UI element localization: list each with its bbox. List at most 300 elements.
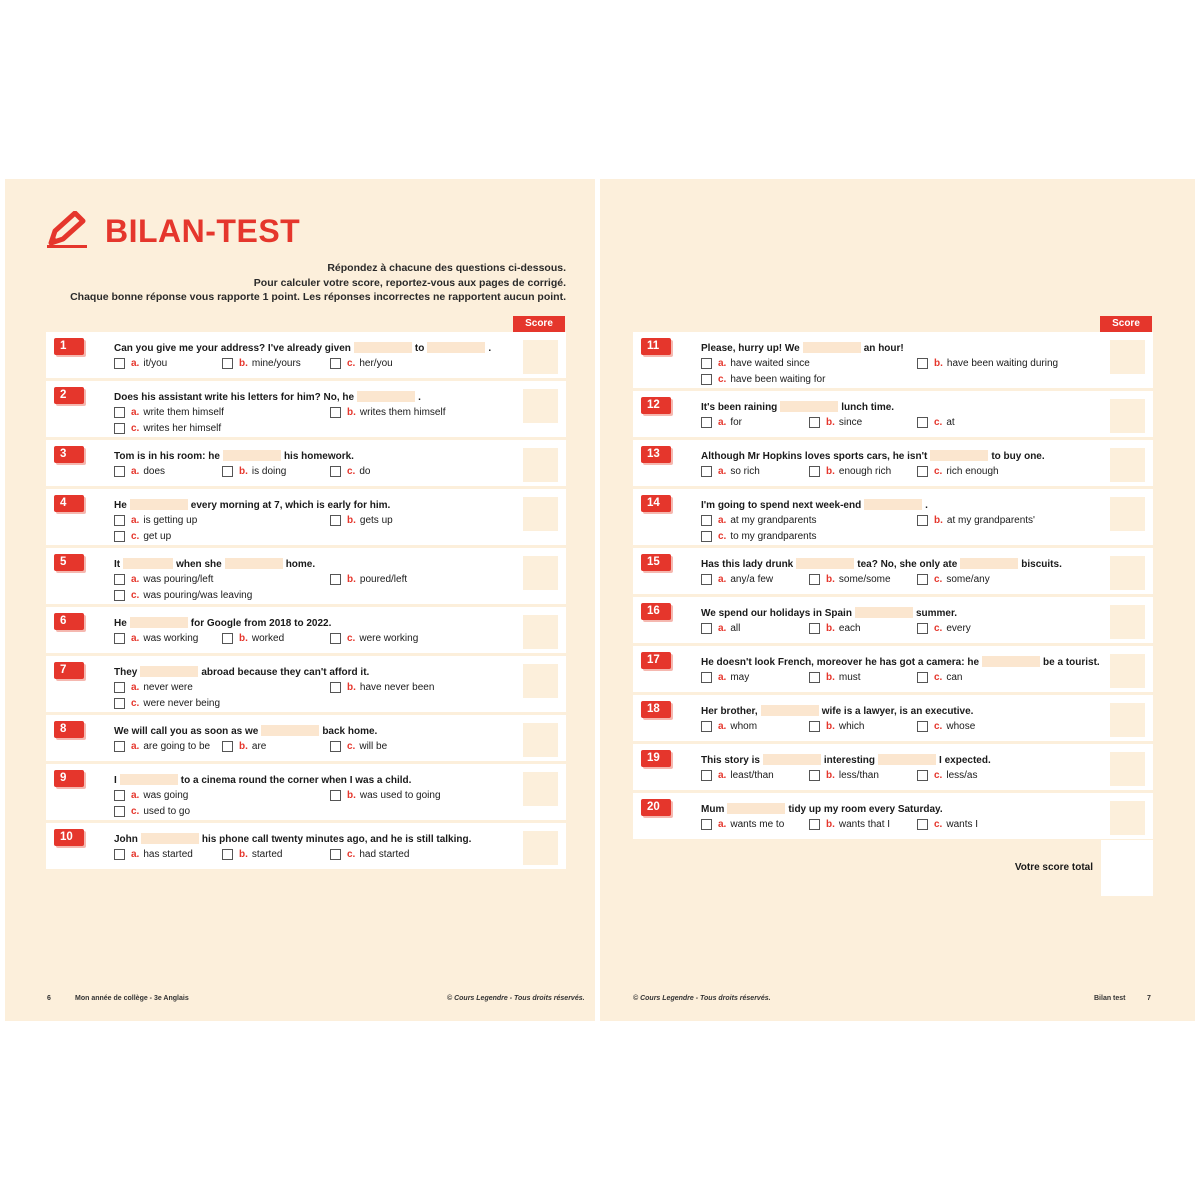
- question-text-part: They: [114, 667, 138, 678]
- option-a[interactable]: [114, 515, 197, 526]
- checkbox[interactable]: [701, 574, 712, 585]
- question-text-part: Has this lady drunk: [701, 559, 794, 570]
- question-number: 10: [54, 829, 84, 846]
- score-box[interactable]: [523, 389, 558, 423]
- checkbox[interactable]: [114, 790, 125, 801]
- option-b[interactable]: [809, 672, 861, 683]
- option-text: less/as: [946, 770, 978, 781]
- question-number: 16: [641, 603, 671, 620]
- option-b[interactable]: [809, 770, 879, 781]
- option-c[interactable]: [330, 358, 393, 369]
- checkbox[interactable]: [701, 721, 712, 732]
- checkbox[interactable]: [917, 417, 928, 428]
- option-text: some/any: [946, 574, 990, 585]
- option-text: does: [143, 466, 166, 477]
- option-letter: c.: [347, 466, 356, 477]
- checkbox[interactable]: [809, 466, 820, 477]
- score-box[interactable]: [523, 772, 558, 806]
- checkbox[interactable]: [701, 417, 712, 428]
- option-text: worked: [251, 633, 285, 644]
- option-letter: a.: [718, 819, 727, 830]
- option-text: every: [946, 623, 971, 634]
- question-text-part: .: [488, 343, 492, 354]
- checkbox[interactable]: [917, 819, 928, 830]
- checkbox[interactable]: [917, 358, 928, 369]
- checkbox[interactable]: [330, 407, 341, 418]
- checkbox[interactable]: [701, 623, 712, 634]
- checkbox[interactable]: [330, 515, 341, 526]
- checkbox[interactable]: [917, 672, 928, 683]
- option-a[interactable]: [701, 515, 817, 526]
- option-text: mine/yours: [251, 358, 301, 369]
- score-box[interactable]: [1110, 654, 1145, 688]
- option-text: get up: [143, 531, 172, 542]
- option-c[interactable]: [330, 741, 387, 752]
- question-text-part: for Google from 2018 to 2022.: [190, 618, 332, 629]
- option-letter: b.: [239, 741, 248, 752]
- question-number: 11: [641, 338, 671, 355]
- checkbox[interactable]: [809, 721, 820, 732]
- question-text: [114, 391, 421, 403]
- option-a[interactable]: [701, 672, 749, 683]
- page-number-right: 7: [1147, 995, 1151, 1002]
- answer-blank: [930, 450, 988, 461]
- question-text: [701, 705, 973, 717]
- option-text: have been waiting for: [730, 374, 826, 385]
- checkbox[interactable]: [114, 407, 125, 418]
- option-c[interactable]: [917, 672, 962, 683]
- answer-blank: [223, 450, 281, 461]
- question-text-part: It's been raining: [701, 402, 778, 413]
- option-b[interactable]: [809, 574, 891, 585]
- question-text-part: This story is: [701, 755, 760, 766]
- question-list-right: [633, 332, 1153, 842]
- score-box[interactable]: [1110, 801, 1145, 835]
- question-text-part: Does his assistant write his letters for him? No, he: [114, 392, 355, 403]
- option-letter: b.: [826, 574, 835, 585]
- option-c[interactable]: [114, 698, 220, 709]
- total-score-row: [633, 840, 1153, 896]
- checkbox[interactable]: [701, 672, 712, 683]
- question-item: [633, 391, 1153, 437]
- option-c[interactable]: [701, 374, 825, 385]
- score-box[interactable]: [1110, 752, 1145, 786]
- option-text: can: [946, 672, 963, 683]
- option-letter: c.: [347, 849, 356, 860]
- score-box[interactable]: [523, 831, 558, 865]
- option-letter: c.: [934, 721, 943, 732]
- checkbox[interactable]: [114, 741, 125, 752]
- checkbox[interactable]: [222, 633, 233, 644]
- option-letter: a.: [718, 770, 727, 781]
- checkbox[interactable]: [114, 806, 125, 817]
- question-text-part: interesting: [823, 755, 876, 766]
- checkbox[interactable]: [917, 770, 928, 781]
- option-text: which: [838, 721, 865, 732]
- option-b[interactable]: [222, 466, 286, 477]
- question-text-part: lunch time.: [841, 402, 895, 413]
- question-text-part: to buy one.: [991, 451, 1045, 462]
- question-item: [633, 695, 1153, 741]
- question-text-part: summer.: [915, 608, 958, 619]
- checkbox[interactable]: [222, 741, 233, 752]
- question-item: [633, 793, 1153, 839]
- question-number: 2: [54, 387, 84, 404]
- answer-blank: [130, 617, 188, 628]
- score-box[interactable]: [523, 340, 558, 374]
- question-item: [46, 381, 566, 437]
- option-text: may: [730, 672, 750, 683]
- option-letter: c.: [718, 531, 727, 542]
- question-item: [633, 489, 1153, 545]
- option-letter: c.: [131, 531, 140, 542]
- checkbox[interactable]: [809, 770, 820, 781]
- option-a[interactable]: [114, 574, 213, 585]
- option-c[interactable]: [701, 531, 817, 542]
- checkbox[interactable]: [114, 515, 125, 526]
- option-text: started: [251, 849, 283, 860]
- score-box[interactable]: [1110, 497, 1145, 531]
- score-box[interactable]: [523, 556, 558, 590]
- checkbox[interactable]: [809, 574, 820, 585]
- left-page: [5, 179, 595, 1021]
- score-box[interactable]: [523, 723, 558, 757]
- option-letter: c.: [347, 633, 356, 644]
- option-a[interactable]: [114, 358, 167, 369]
- option-letter: c.: [131, 698, 140, 709]
- copyright-left: © Cours Legendre - Tous droits réservés.: [447, 995, 585, 1002]
- question-text: [701, 754, 991, 766]
- question-item: [46, 715, 566, 761]
- score-box[interactable]: [523, 497, 558, 531]
- option-b[interactable]: [330, 407, 445, 418]
- option-text: since: [838, 417, 863, 428]
- option-letter: b.: [826, 721, 835, 732]
- question-text-part: We will call you as soon as we: [114, 726, 259, 737]
- option-text: have waited since: [730, 358, 810, 369]
- checkbox[interactable]: [701, 531, 712, 542]
- option-letter: a.: [131, 515, 140, 526]
- option-letter: b.: [239, 358, 248, 369]
- score-header: Score: [513, 316, 565, 332]
- option-b[interactable]: [917, 515, 1035, 526]
- option-text: do: [359, 466, 371, 477]
- checkbox[interactable]: [701, 358, 712, 369]
- option-a[interactable]: [114, 790, 188, 801]
- option-letter: a.: [718, 721, 727, 732]
- answer-blank: [123, 558, 173, 569]
- option-letter: a.: [718, 574, 727, 585]
- option-text: writes them himself: [359, 407, 446, 418]
- option-a[interactable]: [701, 417, 742, 428]
- option-a[interactable]: [114, 633, 198, 644]
- option-c[interactable]: [917, 417, 955, 428]
- section-name: Bilan test: [1094, 995, 1126, 1002]
- checkbox[interactable]: [330, 741, 341, 752]
- option-a[interactable]: [701, 623, 740, 634]
- question-number: 4: [54, 495, 84, 512]
- option-letter: a.: [131, 633, 140, 644]
- question-text: [114, 499, 390, 511]
- checkbox[interactable]: [701, 819, 712, 830]
- option-letter: a.: [718, 417, 727, 428]
- option-c[interactable]: [330, 849, 409, 860]
- option-c[interactable]: [917, 819, 978, 830]
- option-b[interactable]: [222, 849, 282, 860]
- checkbox[interactable]: [701, 515, 712, 526]
- checkbox[interactable]: [330, 849, 341, 860]
- checkbox[interactable]: [701, 466, 712, 477]
- question-item: [46, 548, 566, 604]
- checkbox[interactable]: [917, 466, 928, 477]
- option-b[interactable]: [222, 358, 301, 369]
- checkbox[interactable]: [330, 682, 341, 693]
- question-text: [701, 803, 943, 815]
- option-b[interactable]: [917, 358, 1058, 369]
- question-text: [114, 450, 354, 462]
- checkbox[interactable]: [809, 417, 820, 428]
- answer-blank: [855, 607, 913, 618]
- question-text-part: It: [114, 559, 121, 570]
- question-number: 1: [54, 338, 84, 355]
- score-box[interactable]: [1110, 556, 1145, 590]
- option-letter: a.: [718, 515, 727, 526]
- answer-blank: [120, 774, 178, 785]
- checkbox[interactable]: [114, 682, 125, 693]
- option-text: wants I: [946, 819, 979, 830]
- checkbox[interactable]: [114, 358, 125, 369]
- option-text: has started: [143, 849, 193, 860]
- option-c[interactable]: [114, 423, 221, 434]
- option-text: rich enough: [946, 466, 999, 477]
- question-text-part: He doesn't look French, moreover he has got a camera: he: [701, 657, 980, 668]
- score-box[interactable]: [523, 448, 558, 482]
- option-c[interactable]: [917, 574, 990, 585]
- checkbox[interactable]: [917, 515, 928, 526]
- checkbox[interactable]: [114, 574, 125, 585]
- option-b[interactable]: [330, 515, 393, 526]
- option-text: were working: [359, 633, 419, 644]
- option-b[interactable]: [222, 741, 266, 752]
- option-text: it/you: [143, 358, 168, 369]
- question-number: 13: [641, 446, 671, 463]
- question-text-part: .: [925, 500, 928, 511]
- option-a[interactable]: [701, 466, 760, 477]
- total-score-box[interactable]: [1101, 840, 1153, 896]
- score-box[interactable]: [1110, 399, 1145, 433]
- score-box[interactable]: [523, 615, 558, 649]
- question-text-part: Can you give me your address? I've already given: [114, 343, 351, 354]
- checkbox[interactable]: [330, 790, 341, 801]
- checkbox[interactable]: [330, 466, 341, 477]
- question-item: [633, 646, 1153, 692]
- option-letter: b.: [826, 672, 835, 683]
- question-list-left: [46, 332, 566, 872]
- option-b[interactable]: [330, 574, 407, 585]
- question-text: [701, 342, 904, 354]
- question-text: [701, 450, 1045, 462]
- checkbox[interactable]: [222, 849, 233, 860]
- question-text: [701, 607, 957, 619]
- option-b[interactable]: [809, 466, 891, 477]
- score-box[interactable]: [523, 664, 558, 698]
- option-letter: c.: [934, 672, 943, 683]
- score-box[interactable]: [1110, 605, 1145, 639]
- option-b[interactable]: [809, 819, 890, 830]
- option-b[interactable]: [809, 721, 864, 732]
- option-text: was pouring/was leaving: [143, 590, 253, 601]
- checkbox[interactable]: [114, 531, 125, 542]
- checkbox[interactable]: [809, 623, 820, 634]
- option-text: are: [251, 741, 267, 752]
- option-c[interactable]: [330, 466, 370, 477]
- option-letter: b.: [934, 358, 943, 369]
- checkbox[interactable]: [809, 819, 820, 830]
- question-text-part: an hour!: [863, 343, 904, 354]
- option-letter: b.: [347, 515, 356, 526]
- question-text-part: We spend our holidays in Spain: [701, 608, 852, 619]
- answer-blank: [982, 656, 1040, 667]
- option-text: have never been: [359, 682, 435, 693]
- checkbox[interactable]: [330, 574, 341, 585]
- option-a[interactable]: [701, 358, 810, 369]
- option-text: was working: [143, 633, 199, 644]
- option-letter: a.: [131, 574, 140, 585]
- question-text-part: every morning at 7, which is early for him.: [190, 500, 391, 511]
- option-b[interactable]: [330, 790, 441, 801]
- question-text: [701, 401, 894, 413]
- checkbox[interactable]: [701, 374, 712, 385]
- option-c[interactable]: [114, 806, 190, 817]
- option-letter: b.: [347, 574, 356, 585]
- checkbox[interactable]: [809, 672, 820, 683]
- answer-blank: [864, 499, 922, 510]
- option-text: are going to be: [143, 741, 211, 752]
- option-letter: b.: [239, 849, 248, 860]
- option-a[interactable]: [114, 849, 193, 860]
- question-number: 12: [641, 397, 671, 414]
- option-c[interactable]: [114, 590, 252, 601]
- question-text-part: Tom is in his room: he: [114, 451, 220, 462]
- option-c[interactable]: [330, 633, 418, 644]
- option-c[interactable]: [114, 531, 171, 542]
- option-letter: b.: [826, 466, 835, 477]
- answer-blank: [354, 342, 412, 353]
- question-item: [633, 332, 1153, 388]
- checkbox[interactable]: [330, 358, 341, 369]
- option-b[interactable]: [330, 682, 434, 693]
- question-text-part: tea? No, she only ate: [857, 559, 958, 570]
- option-text: her/you: [359, 358, 393, 369]
- checkbox[interactable]: [917, 623, 928, 634]
- question-text-part: I: [114, 775, 117, 786]
- option-text: so rich: [730, 466, 760, 477]
- option-c[interactable]: [917, 721, 975, 732]
- checkbox[interactable]: [701, 770, 712, 781]
- option-text: never were: [143, 682, 193, 693]
- question-text-part: home.: [285, 559, 316, 570]
- checkbox[interactable]: [114, 466, 125, 477]
- option-a[interactable]: [701, 819, 784, 830]
- checkbox[interactable]: [114, 849, 125, 860]
- option-text: any/a few: [730, 574, 774, 585]
- option-text: have been waiting during: [946, 358, 1059, 369]
- question-number: 8: [54, 721, 84, 738]
- answer-blank: [780, 401, 838, 412]
- question-item: [46, 764, 566, 820]
- answer-blank: [261, 725, 319, 736]
- option-c[interactable]: [917, 466, 999, 477]
- question-item: [633, 548, 1153, 594]
- question-number: 17: [641, 652, 671, 669]
- option-text: used to go: [143, 806, 191, 817]
- question-number: 19: [641, 750, 671, 767]
- checkbox[interactable]: [917, 721, 928, 732]
- right-page: [600, 179, 1195, 1021]
- checkbox[interactable]: [917, 574, 928, 585]
- question-text-part: to a cinema round the corner when I was a child.: [180, 775, 412, 786]
- checkbox[interactable]: [114, 423, 125, 434]
- option-text: less/than: [838, 770, 879, 781]
- option-b[interactable]: [809, 417, 862, 428]
- checkbox[interactable]: [222, 358, 233, 369]
- option-a[interactable]: [114, 682, 193, 693]
- option-text: to my grandparents: [730, 531, 817, 542]
- option-b[interactable]: [809, 623, 861, 634]
- answer-blank: [727, 803, 785, 814]
- question-text: [114, 725, 377, 737]
- option-c[interactable]: [917, 770, 977, 781]
- option-text: is getting up: [143, 515, 198, 526]
- option-c[interactable]: [917, 623, 971, 634]
- option-a[interactable]: [701, 574, 773, 585]
- answer-blank: [427, 342, 485, 353]
- question-number: 15: [641, 554, 671, 571]
- checkbox[interactable]: [114, 590, 125, 601]
- question-text: [701, 499, 928, 511]
- option-letter: a.: [718, 358, 727, 369]
- option-letter: c.: [347, 358, 356, 369]
- option-text: whose: [946, 721, 976, 732]
- score-box[interactable]: [1110, 448, 1145, 482]
- question-text: [114, 833, 471, 845]
- page-number-left: 6: [47, 995, 51, 1002]
- option-letter: c.: [718, 374, 727, 385]
- option-a[interactable]: [701, 770, 774, 781]
- score-box[interactable]: [1110, 340, 1145, 374]
- option-text: at my grandparents': [946, 515, 1035, 526]
- option-text: writes her himself: [143, 423, 222, 434]
- option-text: was pouring/left: [143, 574, 214, 585]
- option-a[interactable]: [114, 466, 165, 477]
- question-number: 14: [641, 495, 671, 512]
- option-letter: b.: [347, 407, 356, 418]
- checkbox[interactable]: [114, 633, 125, 644]
- question-number: 20: [641, 799, 671, 816]
- question-text-part: He: [114, 500, 127, 511]
- checkbox[interactable]: [114, 698, 125, 709]
- option-text: wants that I: [838, 819, 891, 830]
- answer-blank: [357, 391, 415, 402]
- checkbox[interactable]: [222, 466, 233, 477]
- score-box[interactable]: [1110, 703, 1145, 737]
- option-a[interactable]: [701, 721, 757, 732]
- question-number: 6: [54, 613, 84, 630]
- option-b[interactable]: [222, 633, 284, 644]
- option-a[interactable]: [114, 741, 210, 752]
- option-a[interactable]: [114, 407, 224, 418]
- checkbox[interactable]: [330, 633, 341, 644]
